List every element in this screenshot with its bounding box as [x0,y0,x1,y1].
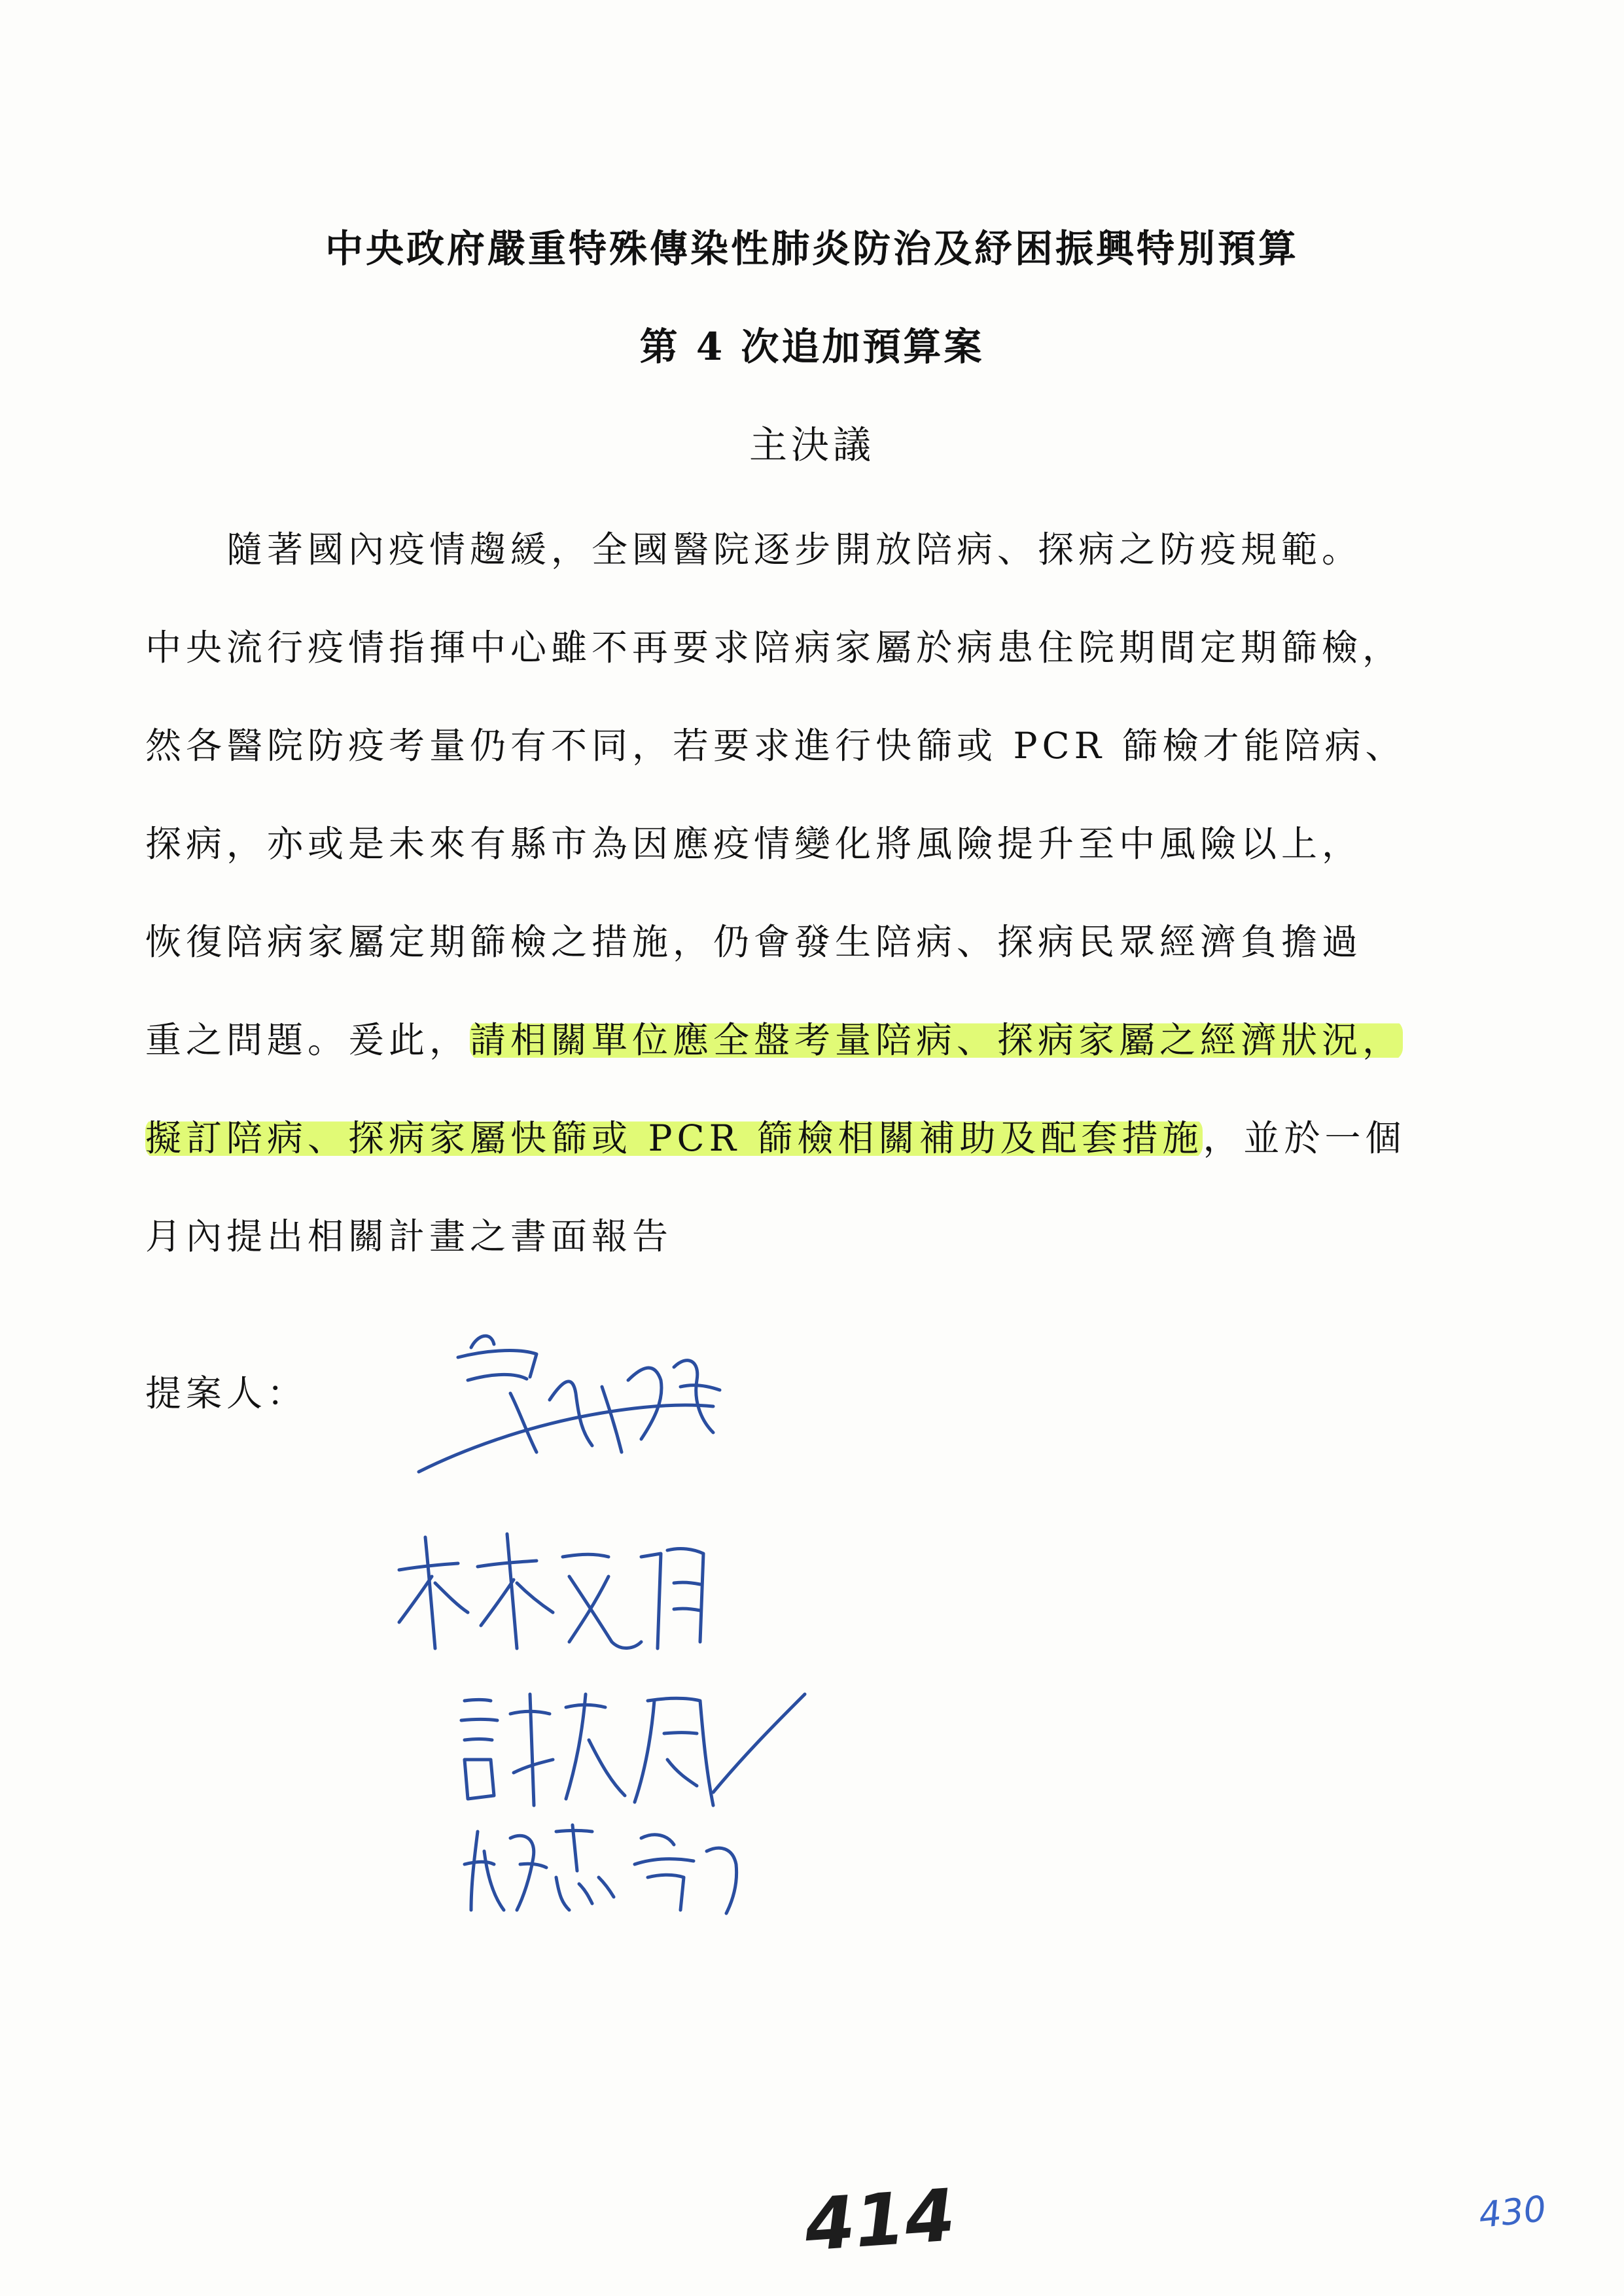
body-line-2: 中央流行疫情指揮中心雖不再要求陪病家屬於病患住院期間定期篩檢， [145,627,1403,669]
body-line-5: 恢復陪病家屬定期篩檢之措施，仍會發生陪病、探病民眾經濟負擔過 [145,921,1363,963]
signature-4 [458,1812,759,1923]
highlighted-text: 擬訂陪病、探病家屬快篩或 PCR 篩檢相關補助及配套措施 [145,1117,1203,1159]
page-number: 414 [802,2173,958,2267]
body-line-4: 探病，亦或是未來有縣市為因應疫情變化將風險提升至中風險以上， [145,823,1363,865]
proposer-label: 提案人： [145,1372,308,1414]
signature-1 [406,1321,746,1491]
page-number-secondary: 430 [1476,2187,1549,2236]
signature-2 [386,1518,713,1661]
signature-3 [451,1675,818,1818]
body-line-1: 隨著國內疫情趨緩，全國醫院逐步開放陪病、探病之防疫規範。 [145,529,1363,570]
body-line-8: 月內提出相關計畫之書面報告 [145,1215,673,1257]
document-subtitle: 主決議 [749,423,875,467]
body-line-7-text: ，並於一個 [1203,1117,1406,1159]
document-title: 中央政府嚴重特殊傳染性肺炎防治及紓困振興特別預算 [325,226,1299,271]
body-line-6 [145,1014,1506,1066]
document-title-line2: 第 4 次追加預算案 [639,324,985,369]
highlighted-text: 請相關單位應全盤考量陪病、探病家屬之經濟狀況， [470,1019,1403,1061]
body-line-6-text: 重之問題。爰此， [145,1019,470,1061]
body-line-7 [145,1112,1506,1164]
body-line-3: 然各醫院防疫考量仍有不同，若要求進行快篩或 PCR 篩檢才能陪病、 [145,725,1406,767]
